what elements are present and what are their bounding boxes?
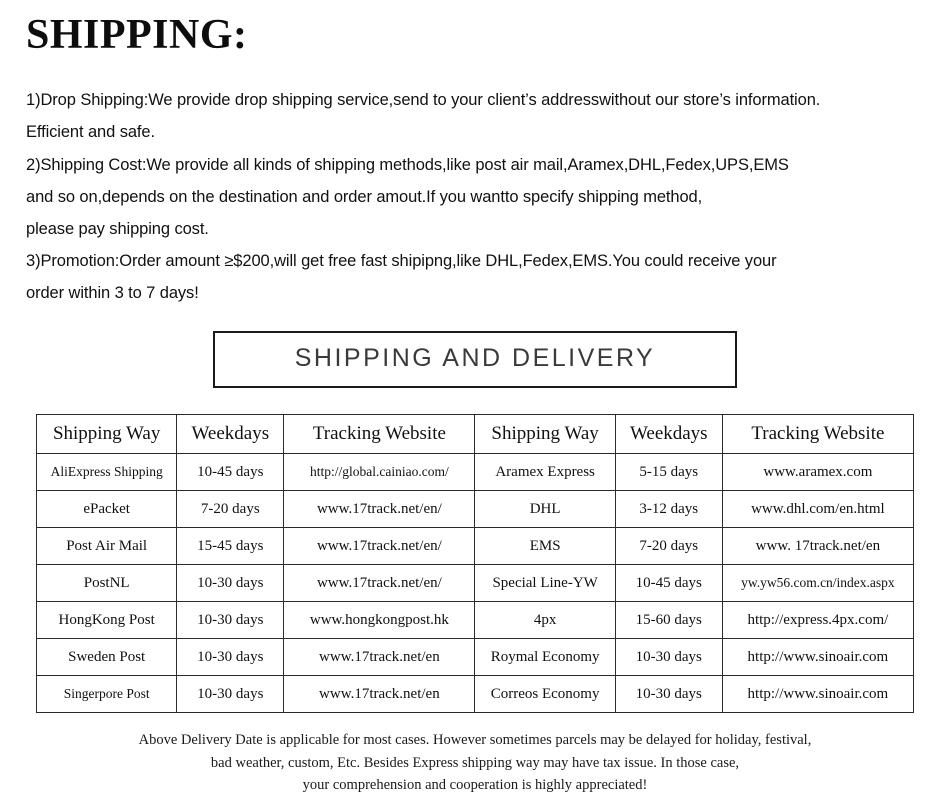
cell-tracking-website: www.aramex.com <box>722 454 913 491</box>
column-header: Weekdays <box>615 415 722 454</box>
cell-tracking-website: www.17track.net/en <box>284 676 475 713</box>
cell-shipping-way: Singerpore Post <box>37 676 177 713</box>
intro-paragraphs <box>26 84 924 309</box>
cell-weekdays: 10-45 days <box>177 454 284 491</box>
cell-shipping-way: Special Line-YW <box>475 565 615 602</box>
column-header: Tracking Website <box>722 415 913 454</box>
table-row <box>37 676 914 713</box>
table-row <box>37 565 914 602</box>
cell-weekdays: 15-60 days <box>615 602 722 639</box>
cell-weekdays: 7-20 days <box>177 491 284 528</box>
intro-line: please pay shipping cost. <box>26 219 209 238</box>
cell-tracking-website: www.17track.net/en/ <box>284 528 475 565</box>
table-row <box>37 602 914 639</box>
disclaimer-line: your comprehension and cooperation is highly appreciated! <box>302 777 648 794</box>
cell-weekdays: 5-15 days <box>615 454 722 491</box>
table-row <box>37 528 914 565</box>
cell-shipping-way: DHL <box>475 491 615 528</box>
cell-tracking-website: www.17track.net/en/ <box>284 491 475 528</box>
intro-line: Efficient and safe. <box>26 123 155 142</box>
cell-tracking-website: yw.yw56.com.cn/index.aspx <box>722 565 913 602</box>
intro-line: 3)Promotion:Order amount ≥$200,will get free fast shipipng,like DHL,Fedex,EMS.You could receive your <box>26 252 777 271</box>
cell-weekdays: 15-45 days <box>177 528 284 565</box>
cell-shipping-way: Sweden Post <box>37 639 177 676</box>
cell-shipping-way: 4px <box>475 602 615 639</box>
shipping-info-page <box>0 12 950 812</box>
shipping-delivery-banner: SHIPPING AND DELIVERY <box>213 331 737 388</box>
column-header: Shipping Way <box>475 415 615 454</box>
cell-tracking-website: www.17track.net/en <box>284 639 475 676</box>
intro-line: order within 3 to 7 days! <box>26 284 199 303</box>
cell-weekdays: 10-45 days <box>615 565 722 602</box>
shipping-methods-table <box>36 414 914 713</box>
banner-container <box>0 331 950 388</box>
cell-weekdays: 10-30 days <box>615 676 722 713</box>
cell-tracking-website: www.17track.net/en/ <box>284 565 475 602</box>
cell-tracking-website: http://express.4px.com/ <box>722 602 913 639</box>
cell-weekdays: 10-30 days <box>177 676 284 713</box>
cell-shipping-way: AliExpress Shipping <box>37 454 177 491</box>
cell-tracking-website: www. 17track.net/en <box>722 528 913 565</box>
table-header-row <box>37 415 914 454</box>
page-title: SHIPPING: <box>26 12 248 58</box>
cell-tracking-website: www.hongkongpost.hk <box>284 602 475 639</box>
intro-line: and so on,depends on the destination and order amout.If you wantto specify shipping method, <box>26 187 703 206</box>
cell-shipping-way: Correos Economy <box>475 676 615 713</box>
cell-tracking-website: http://global.cainiao.com/ <box>284 454 475 491</box>
shipping-table-container <box>36 414 914 713</box>
column-header: Shipping Way <box>37 415 177 454</box>
disclaimer-line: Above Delivery Date is applicable for most cases. However sometimes parcels may be delayed for holiday, festival, <box>138 732 812 749</box>
intro-line: 2)Shipping Cost:We provide all kinds of shipping methods,like post air mail,Aramex,DHL,Fedex,UPS,EMS <box>26 155 789 174</box>
cell-tracking-website: http://www.sinoair.com <box>722 676 913 713</box>
column-header: Tracking Website <box>284 415 475 454</box>
cell-weekdays: 7-20 days <box>615 528 722 565</box>
cell-weekdays: 10-30 days <box>177 602 284 639</box>
disclaimer-line: bad weather, custom, Etc. Besides Express shipping way may have tax issue. In those case, <box>210 754 740 771</box>
cell-shipping-way: ePacket <box>37 491 177 528</box>
table-row <box>37 639 914 676</box>
delivery-disclaimer <box>40 729 910 796</box>
cell-tracking-website: http://www.sinoair.com <box>722 639 913 676</box>
cell-weekdays: 10-30 days <box>177 639 284 676</box>
table-row <box>37 454 914 491</box>
cell-shipping-way: PostNL <box>37 565 177 602</box>
column-header: Weekdays <box>177 415 284 454</box>
cell-shipping-way: Post Air Mail <box>37 528 177 565</box>
cell-weekdays: 10-30 days <box>615 639 722 676</box>
cell-shipping-way: Roymal Economy <box>475 639 615 676</box>
cell-weekdays: 10-30 days <box>177 565 284 602</box>
cell-shipping-way: HongKong Post <box>37 602 177 639</box>
table-row <box>37 491 914 528</box>
cell-shipping-way: Aramex Express <box>475 454 615 491</box>
cell-tracking-website: www.dhl.com/en.html <box>722 491 913 528</box>
cell-weekdays: 3-12 days <box>615 491 722 528</box>
intro-line: 1)Drop Shipping:We provide drop shipping service,send to your client’s addresswithout our store’s information. <box>26 91 821 110</box>
cell-shipping-way: EMS <box>475 528 615 565</box>
